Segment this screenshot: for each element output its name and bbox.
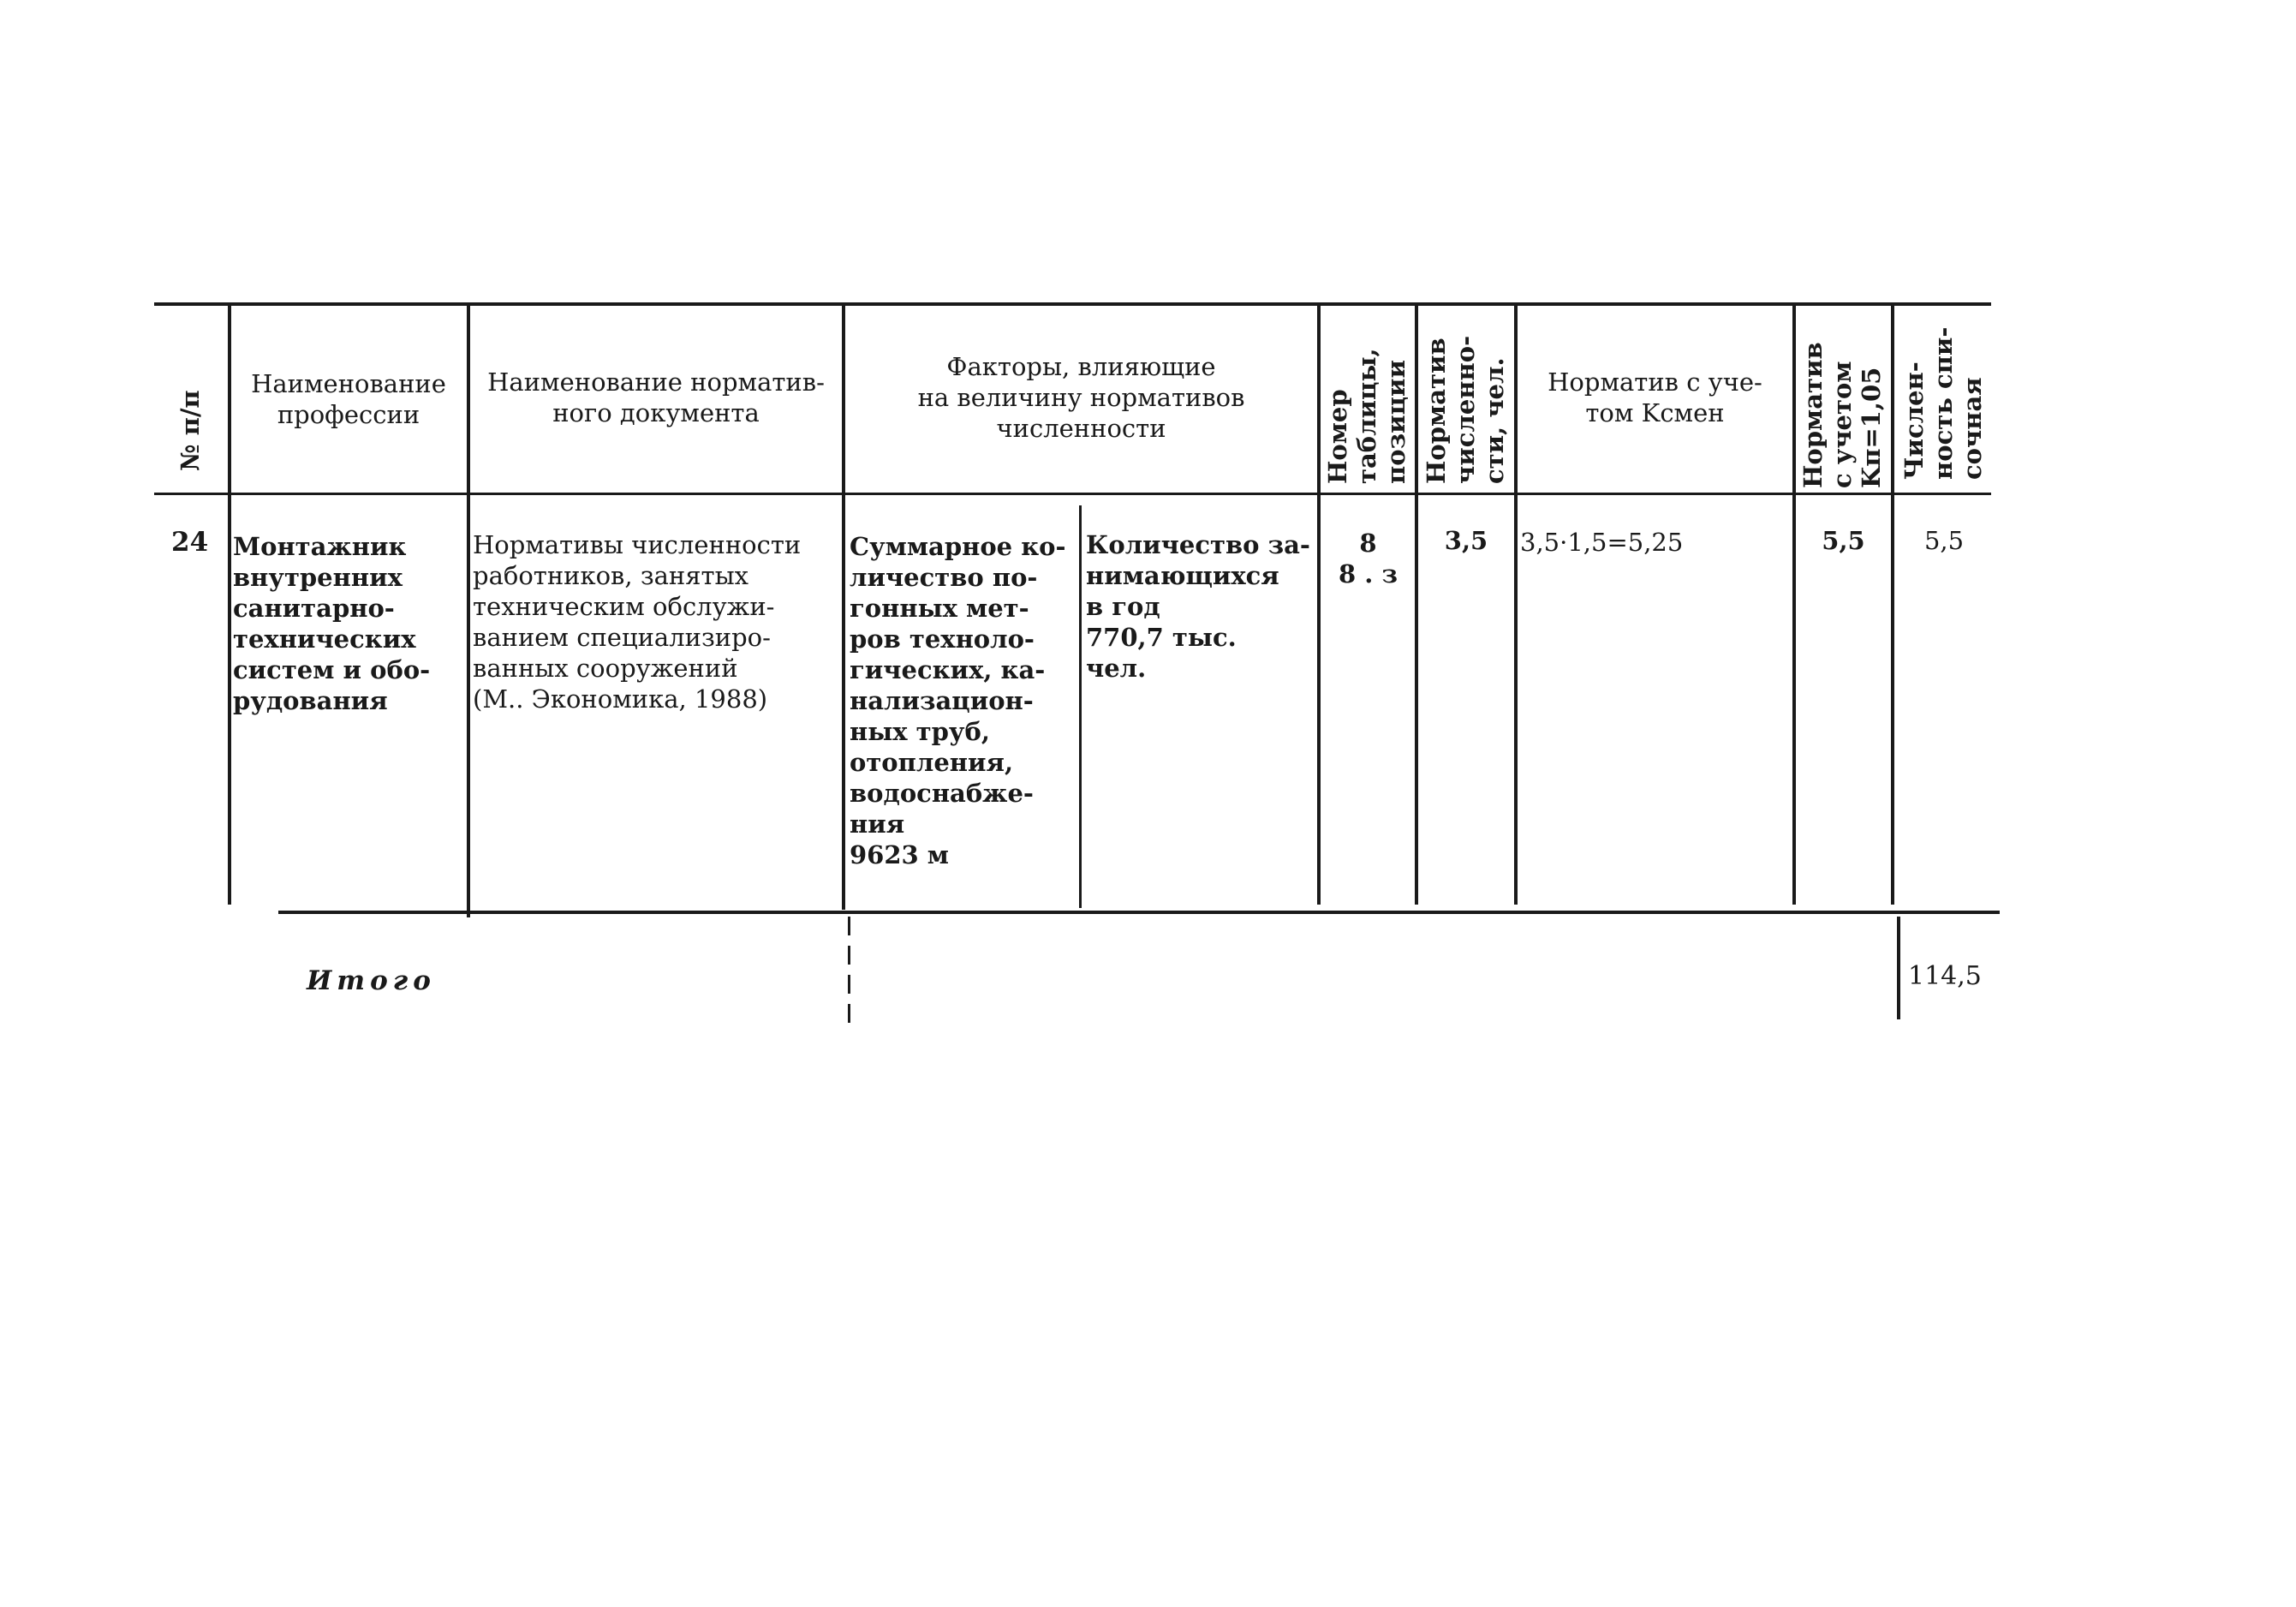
col-divider-8 bbox=[1891, 305, 1894, 905]
total-value: 114,5 bbox=[1908, 961, 1982, 991]
total-divider-right bbox=[1897, 917, 1900, 1019]
row-norm-kshift: 3,5·1,5=5,25 bbox=[1520, 528, 1684, 557]
col-divider-4 bbox=[1317, 305, 1321, 905]
header-norm-headcount: Норматив численно- сти, чел. bbox=[1422, 335, 1509, 484]
row-factor-visitors: Количество за- нимающихся в год 770,7 тыс. чел. bbox=[1086, 530, 1310, 683]
col-divider-6 bbox=[1514, 305, 1518, 905]
header-table-pos: Номер таблицы, позиции bbox=[1323, 348, 1410, 484]
row-listed-headcount: 5,5 bbox=[1923, 526, 1965, 555]
row-norm-kn: 5,5 bbox=[1822, 526, 1865, 555]
row-table-pos: 8 8 . з bbox=[1339, 529, 1398, 588]
header-num: № п/п bbox=[176, 390, 205, 471]
header-norm-kshift: Норматив с уче- том Kсмен bbox=[1548, 367, 1762, 427]
row-profession: Монтажник внутренних санитарно- технических систем и обо- рудования bbox=[233, 532, 431, 715]
col-divider-5 bbox=[1415, 305, 1418, 905]
row-bottom-rule bbox=[278, 911, 2000, 914]
header-factors: Факторы, влияющие на величину нормативов численности bbox=[917, 352, 1245, 443]
row-document: Нормативы численности работников, занятых техническим обслужи- ванием специализиро- ванных сооружений (М.. Экономика, 1988) bbox=[473, 530, 802, 714]
header-document: Наименование норматив- ного документа bbox=[487, 367, 825, 427]
header-profession: Наименование профессии bbox=[251, 369, 446, 429]
col-divider-factors bbox=[1079, 505, 1082, 908]
row-factor-length: Суммарное ко- личество по- гонных мет- ров техноло- гических, ка- нализацион- ных труб, отопления, водоснабже- ния 9623 м bbox=[850, 532, 1066, 869]
col-divider-1 bbox=[228, 305, 231, 905]
col-divider-2 bbox=[467, 305, 470, 917]
table-top-rule bbox=[154, 302, 1991, 306]
total-label: Итого bbox=[307, 965, 436, 996]
col-divider-3 bbox=[842, 305, 845, 910]
row-num: 24 bbox=[171, 527, 209, 558]
header-bottom-rule bbox=[154, 493, 1991, 495]
header-norm-kn: Норматив с учетом Kп=1,05 bbox=[1798, 342, 1886, 488]
row-norm-headcount: 3,5 bbox=[1444, 526, 1488, 555]
col-divider-7 bbox=[1792, 305, 1796, 905]
total-divider-left bbox=[848, 917, 850, 1024]
header-listed-headcount: Числен- ность спи- сочная bbox=[1899, 326, 1987, 480]
